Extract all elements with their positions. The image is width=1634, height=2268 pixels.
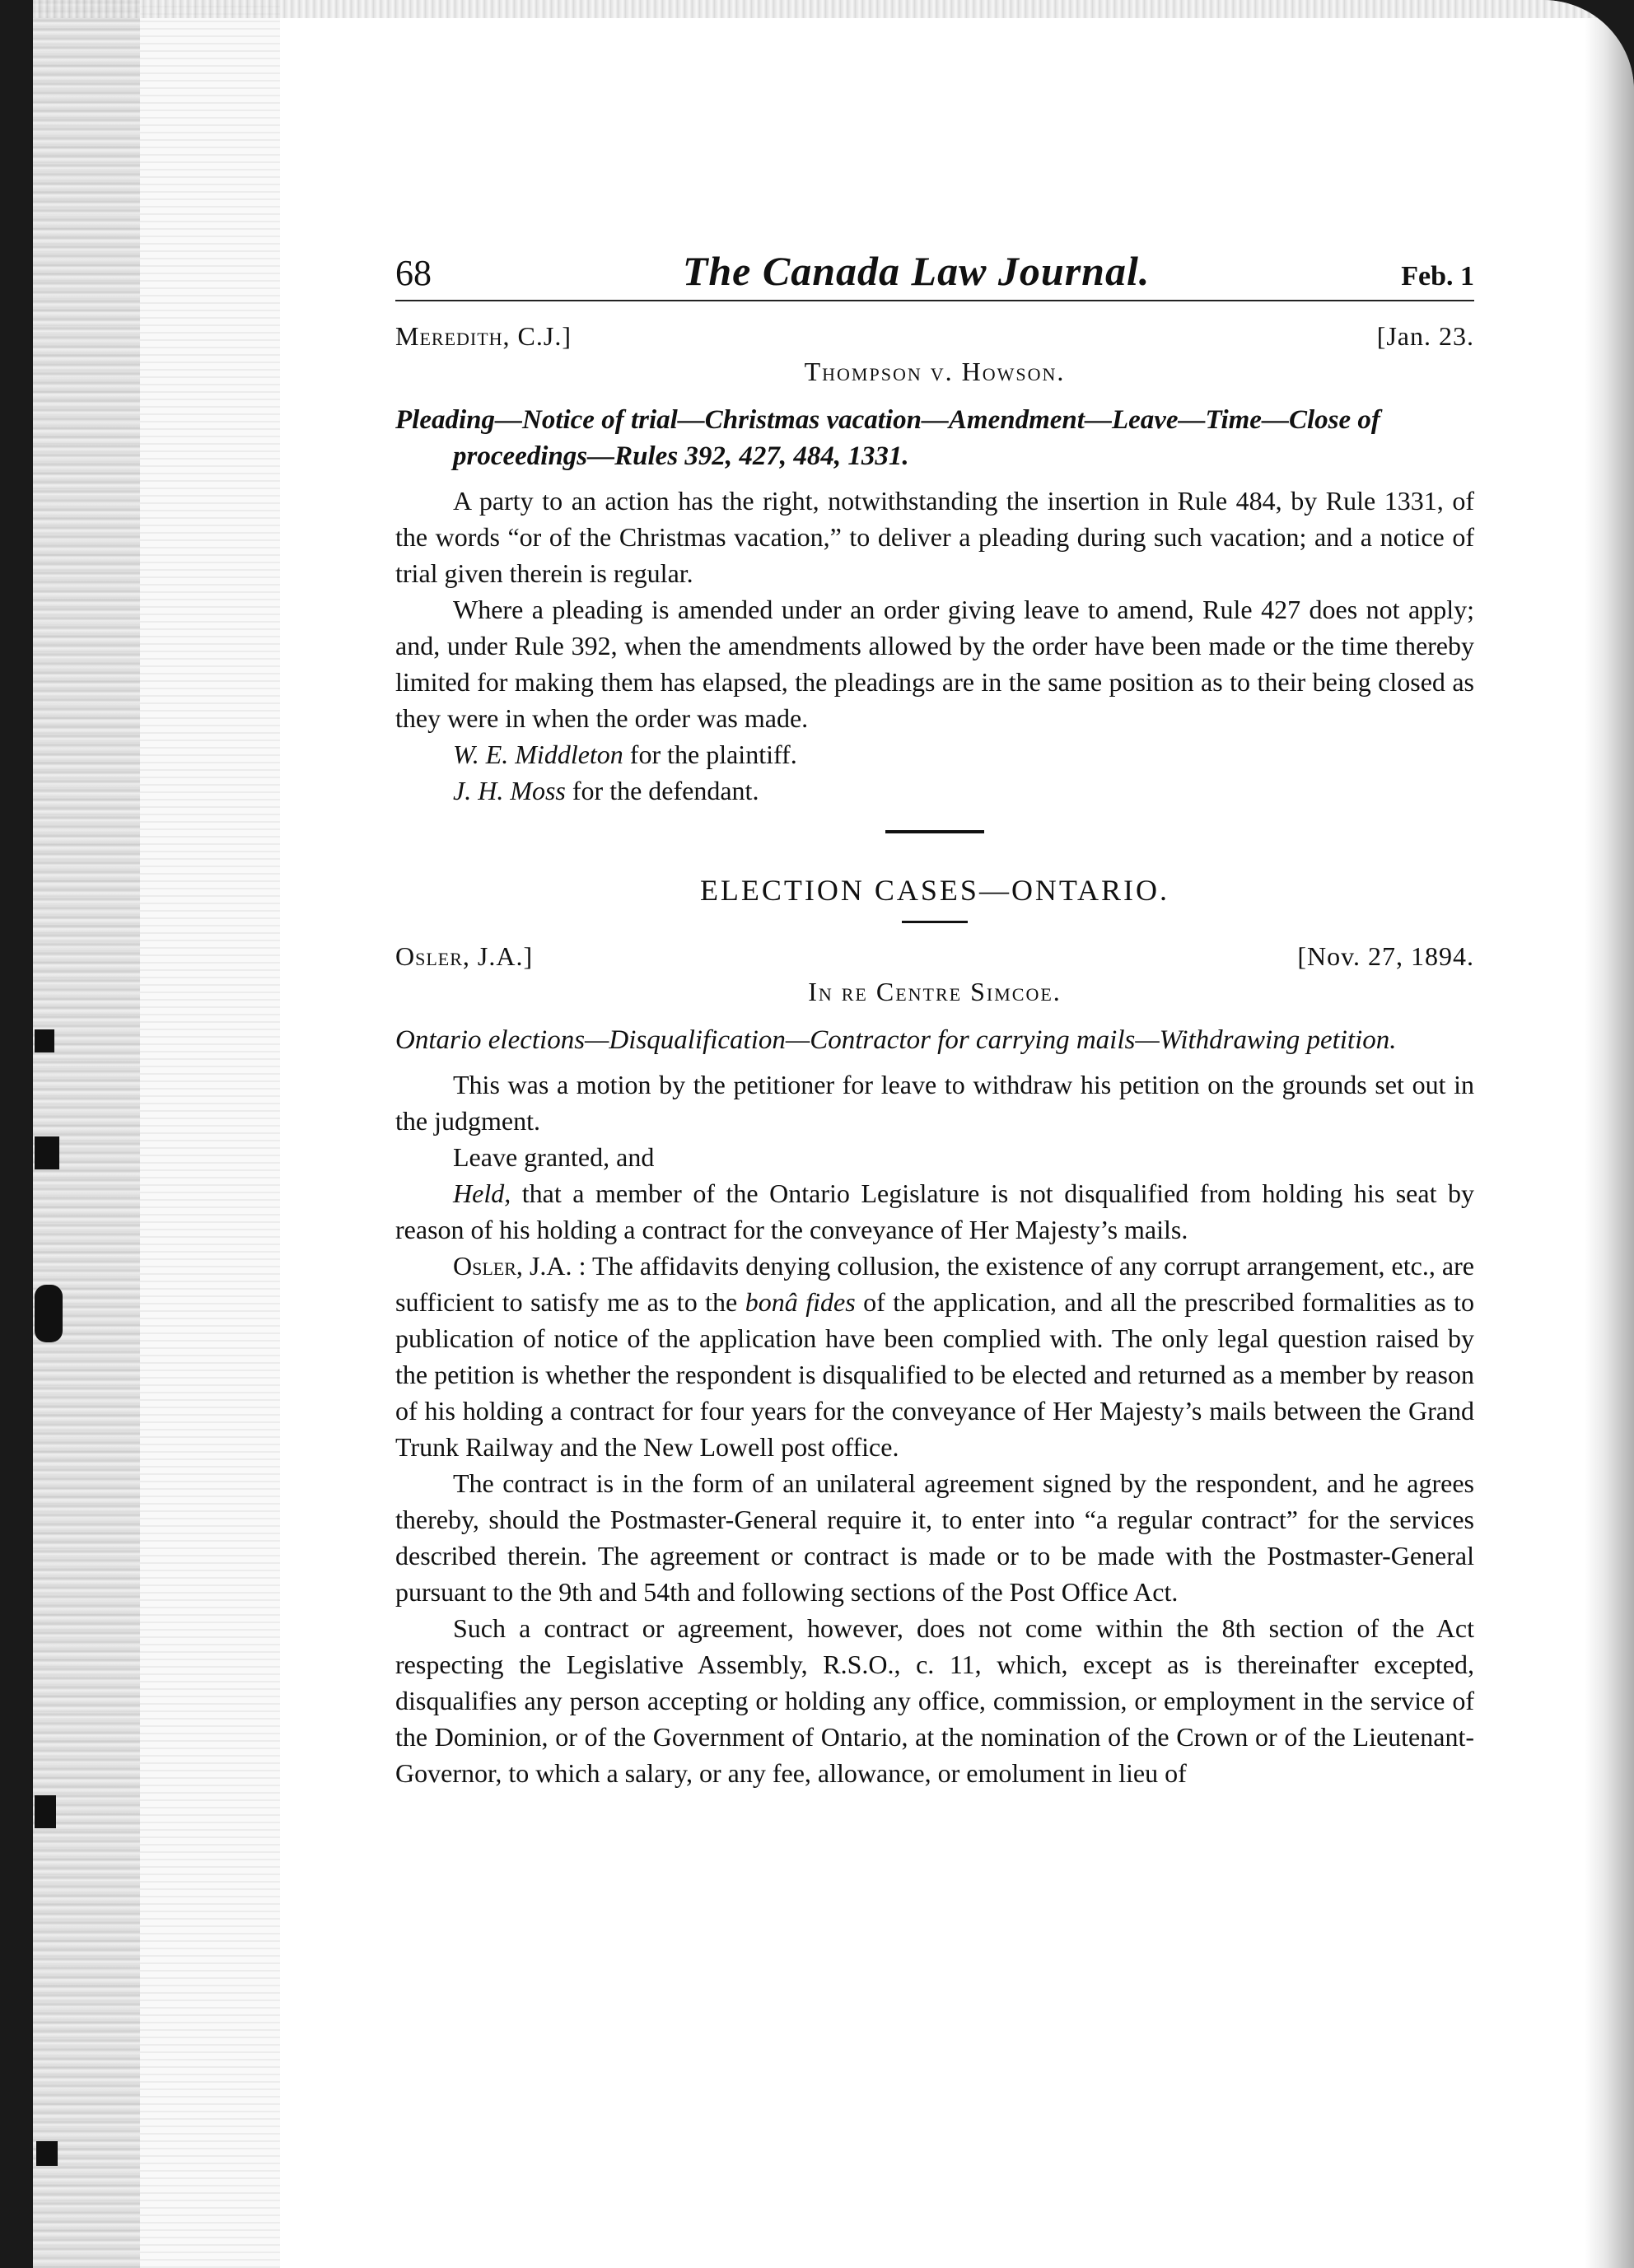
case2-court-line: [395, 941, 1474, 972]
judgment-paragraph: The contract is in the form of an unilateral agreement signed by the respondent, and he agrees thereby, should the Postmaster-General require it, to enter into “a regular contract” for the services described therein. The agreement or contract is made or to be made with the Postmaster-General pursuant to the 9th and 54th and following sections of the Post Office Act.: [395, 1468, 1474, 1607]
counsel-role: for the plaintiff.: [623, 740, 797, 769]
edge-mark: [35, 1136, 59, 1169]
case2-date: [Nov. 27, 1894.: [1297, 941, 1474, 971]
edge-mark: [35, 1285, 63, 1342]
section-divider: [885, 830, 984, 833]
counsel-line: [395, 736, 1474, 772]
case1-title: Thompson v. Howson.: [804, 357, 1066, 386]
case2-held: [395, 1175, 1474, 1248]
case2-intro: This was a motion by the petitioner for leave to withdraw his petition on the grounds set out in the judgment.: [395, 1070, 1474, 1136]
judgment-paragraph: [395, 1248, 1474, 1465]
case1-judge: Meredith, C.J.]: [395, 321, 572, 351]
journal-title: The Canada Law Journal.: [682, 248, 1151, 294]
scanned-page: [33, 0, 1634, 2268]
page-edge-shadow-top: [33, 0, 1634, 18]
counsel-role: for the defendant.: [565, 776, 759, 805]
counsel-name: J. H. Moss: [453, 776, 566, 805]
running-header: [395, 247, 1474, 301]
heading-divider: [902, 921, 968, 923]
case2-headnote: Ontario elections—Disqualification—Contractor for carrying mails—Withdrawing petition.: [395, 1025, 1397, 1055]
case1-date: [Jan. 23.: [1376, 321, 1474, 351]
case2-title: In re Centre Simcoe.: [808, 977, 1062, 1006]
judgment-text: : The affidavits denying collusion, the existence of any corrupt arrangement, etc., are sufficient to satisfy me as to the: [395, 1251, 1474, 1317]
held-word: Held,: [453, 1178, 511, 1208]
case1-headnote: Pleading—Notice of trial—Christmas vacation—Amendment—Leave—Time—Close of proceedings—Rules 392, 427, 484, 1331.: [395, 405, 1380, 471]
judgment-italic: bonâ fides: [745, 1287, 856, 1317]
case2-judge: Osler, J.A.]: [395, 941, 534, 971]
judgment-text: of the application, and all the prescribed formalities as to publication of notice of the application have been complied with. The only legal question raised by the petition is whether the respondent is disqualified to be elected and returned as a member by reason of his holding a contract for four years for the conveyance of Her Majesty’s mails between the Grand Trunk Railway and the New Lowell post office.: [395, 1287, 1475, 1462]
judgment-speaker: Osler, J.A.: [453, 1251, 572, 1281]
section-heading: ELECTION CASES—ONTARIO.: [699, 874, 1170, 907]
page-number: 68: [395, 253, 432, 293]
binding-strip: [33, 0, 140, 2268]
article-content: [395, 247, 1474, 1791]
edge-mark: [35, 1795, 56, 1828]
edge-mark: [36, 2141, 58, 2166]
held-text: that a member of the Ontario Legislature is not disqualified from holding his seat by reason of his holding a contract for the conveyance of Her Majesty’s mails.: [395, 1178, 1474, 1244]
edge-mark: [35, 1029, 54, 1052]
case1-court-line: [395, 321, 1474, 352]
counsel-line: [395, 772, 1474, 809]
case1-paragraph: A party to an action has the right, notwithstanding the insertion in Rule 484, by Rule 1331, of the words “or of the Christmas vacation,” to deliver a pleading during such vacation; and a notice of trial given therein is regular.: [395, 486, 1474, 588]
case1-paragraph: Where a pleading is amended under an order giving leave to amend, Rule 427 does not apply; and, under Rule 392, when the amendments allowed by the order have been made or the time thereby limited for making them has elapsed, the pleadings are in the same position as to their being closed as they were in when the order was made.: [395, 595, 1474, 733]
page-edge-shadow-right: [1585, 0, 1634, 2268]
counsel-name: W. E. Middleton: [453, 740, 623, 769]
case2-leave: Leave granted, and: [453, 1142, 655, 1172]
header-date: Feb. 1: [1401, 261, 1474, 292]
judgment-paragraph: Such a contract or agreement, however, does not come within the 8th section of the Act respecting the Legislative Assembly, R.S.O., c. 11, which, except as is thereinafter excepted, disqualifies any person accepting or holding any office, commission, or employment in the service of the Dominion, or of the Government of Ontario, at the nomination of the Crown or of the Lieutenant-Governor, to which a salary, or any fee, allowance, or emolument in lieu of: [395, 1613, 1474, 1788]
